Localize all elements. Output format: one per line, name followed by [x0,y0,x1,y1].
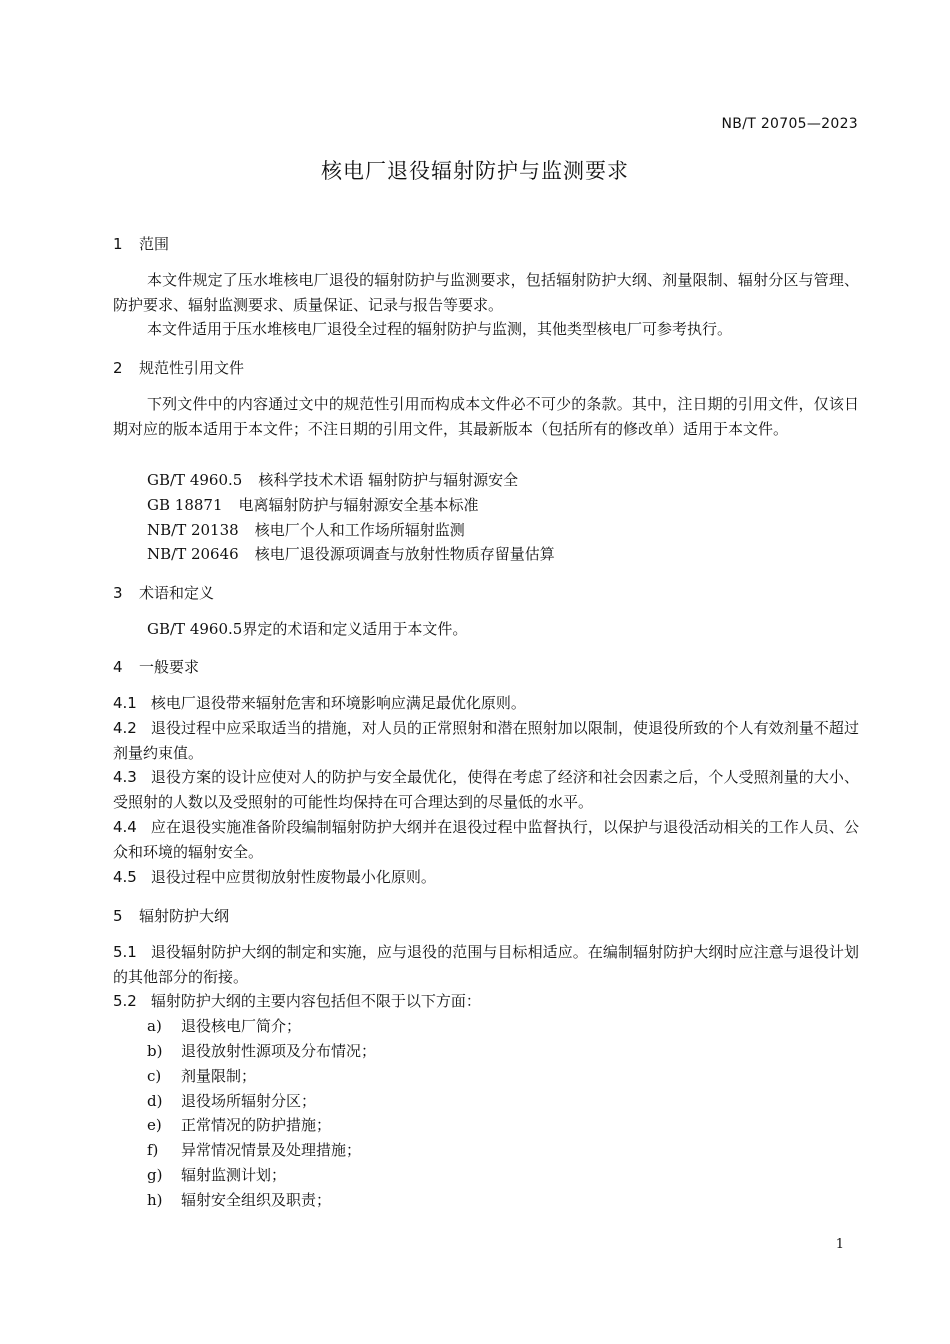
clause-text: 退役过程中应贯彻放射性废物最小化原则。 [150,868,436,886]
section-number: 1 [113,235,123,253]
section-title: 一般要求 [139,658,200,676]
list-item-text: 退役核电厂简介； [181,1017,302,1035]
document-title: 核电厂退役辐射防护与监测要求 [321,159,629,183]
clause-4-5 [113,865,859,890]
reference-entry [147,494,479,515]
clause-number: 4.5 [113,868,137,886]
list-item-text: 退役放射性源项及分布情况； [181,1042,377,1060]
clause-number: 4.2 [113,719,137,737]
clause-number: 5.2 [113,992,137,1010]
section-heading-terms [113,582,214,603]
section-number: 4 [113,658,123,676]
list-item-label: f) [147,1141,159,1159]
list-item-label: c) [147,1067,162,1085]
clause-4-1 [113,691,859,716]
standard-code: NB/T 20705—2023 [721,116,858,132]
scope-paragraph-2: 本文件适用于压水堆核电厂退役全过程的辐射防护与监测，其他类型核电厂可参考执行。 [147,320,733,338]
clause-number: 4.1 [113,694,137,712]
section-heading-scope [113,233,169,254]
reference-title: 核科学技术术语 辐射防护与辐射源安全 [258,471,519,489]
clause-text: 辐射防护大纲的主要内容包括但不限于以下方面： [150,992,481,1010]
list-item-label: g) [147,1166,163,1184]
clause-text: 退役过程中应采取适当的措施，对人员的正常照射和潜在照射加以限制，使退役所致的个人有效剂量不超过剂量约束值。 [113,719,859,762]
section-number: 3 [113,584,123,602]
list-item [147,1164,286,1185]
list-item-text: 辐射安全组织及职责； [181,1191,332,1209]
clause-number: 5.1 [113,943,137,961]
list-item [147,1139,361,1160]
list-item [147,1065,256,1086]
terms-paragraph: GB/T 4960.5界定的术语和定义适用于本文件。 [147,620,468,638]
list-item-text: 辐射监测计划； [181,1166,287,1184]
reference-code: NB/T 20138 [147,521,239,539]
clause-4-4 [113,815,859,864]
reference-title: 电离辐射防护与辐射源安全基本标准 [238,496,479,514]
list-item-label: a) [147,1017,162,1035]
scope-paragraph-1: 本文件规定了压水堆核电厂退役的辐射防护与监测要求，包括辐射防护大纲、剂量限制、辐射分区与管理、防护要求、辐射监测要求、质量保证、记录与报告等要求。 [113,271,859,314]
reference-code: GB/T 4960.5 [147,471,243,489]
clause-4-2 [113,716,859,765]
page-number: 1 [835,1237,844,1252]
section-title: 术语和定义 [139,584,215,602]
list-item-label: b) [147,1042,163,1060]
list-item [147,1040,376,1061]
list-item-label: d) [147,1092,163,1110]
reference-entry [147,519,465,540]
reference-code: GB 18871 [147,496,223,514]
reference-entry [147,469,518,490]
section-number: 5 [113,907,123,925]
clause-5-2 [113,989,859,1014]
section-number: 2 [113,359,123,377]
section-title: 辐射防护大纲 [139,907,230,925]
clause-number: 4.3 [113,768,137,786]
clause-text: 应在退役实施准备阶段编制辐射防护大纲并在退役过程中监督执行，以保护与退役活动相关的工作人员、公众和环境的辐射安全。 [113,818,859,861]
list-item-label: h) [147,1191,163,1209]
clause-5-1 [113,940,859,989]
list-item-label: e) [147,1116,162,1134]
list-item-text: 剂量限制； [181,1067,257,1085]
list-item [147,1114,331,1135]
normative-intro-paragraph: 下列文件中的内容通过文中的规范性引用而构成本文件必不可少的条款。其中，注日期的引用文件，仅该日期对应的版本适用于本文件；不注日期的引用文件，其最新版本（包括所有的修改单）适用于本文件。 [113,395,859,438]
clause-number: 4.4 [113,818,137,836]
list-item [147,1090,316,1111]
reference-title: 核电厂个人和工作场所辐射监测 [254,521,465,539]
clause-text: 退役辐射防护大纲的制定和实施，应与退役的范围与目标相适应。在编制辐射防护大纲时应注意与退役计划的其他部分的衔接。 [113,943,859,986]
list-item-text: 正常情况的防护措施； [181,1116,332,1134]
list-item [147,1015,301,1036]
reference-entry [147,543,555,564]
section-heading-normative-references [113,357,244,378]
list-item-text: 退役场所辐射分区； [181,1092,317,1110]
clause-4-3 [113,765,859,814]
reference-code: NB/T 20646 [147,545,239,563]
list-item [147,1189,331,1210]
section-heading-general-requirements [113,656,199,677]
section-heading-radiation-protection-program [113,905,229,926]
list-item-text: 异常情况情景及处理措施； [181,1141,362,1159]
clause-text: 核电厂退役带来辐射危害和环境影响应满足最优化原则。 [150,694,526,712]
reference-title: 核电厂退役源项调查与放射性物质存留量估算 [254,545,555,563]
clause-text: 退役方案的设计应使对人的防护与安全最优化，使得在考虑了经济和社会因素之后，个人受照剂量的大小、受照射的人数以及受照射的可能性均保持在可合理达到的尽量低的水平。 [113,768,859,811]
section-title: 范围 [139,235,170,253]
section-title: 规范性引用文件 [139,359,245,377]
